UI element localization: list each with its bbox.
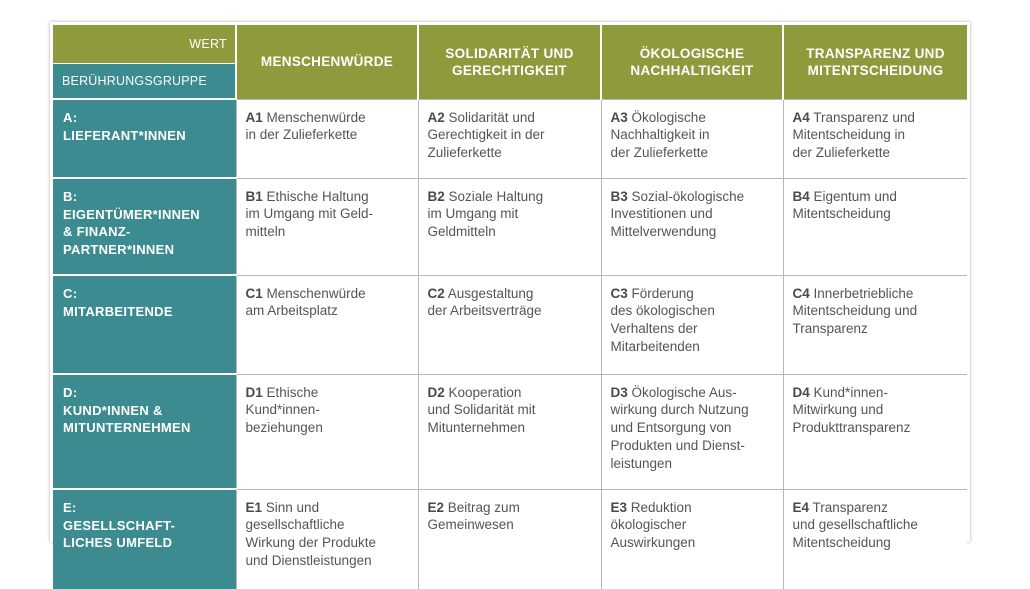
wert-label: WERT bbox=[53, 25, 235, 63]
cell-d3: D3 Ökologische Aus- wirkung durch Nutzung und Entsorgung von Produkten und Dienst- leistungen bbox=[601, 374, 783, 489]
column-header-oekologie: ÖKOLOGISCHE NACHHALTIGKEIT bbox=[601, 25, 783, 99]
row-header-b: B: EIGENTÜMER*INNEN & FINANZ- PARTNER*INNEN bbox=[53, 178, 236, 275]
column-header-solidaritaet: SOLIDARITÄT UND GERECHTIGKEIT bbox=[418, 25, 601, 99]
beruehrungsgruppe-label: BERÜHRUNGSGRUPPE bbox=[53, 63, 235, 98]
corner-header bbox=[53, 25, 236, 99]
cell-c4: C4 Innerbetriebliche Mitentscheidung und Transparenz bbox=[783, 275, 967, 374]
matrix-frame bbox=[50, 22, 970, 568]
cell-d2: D2 Kooperation und Solidarität mit Mitunternehmen bbox=[418, 374, 601, 489]
cell-d1: D1 Ethische Kund*innen- beziehungen bbox=[236, 374, 418, 489]
cell-a3: A3 Ökologische Nachhaltigkeit in der Zulieferkette bbox=[601, 99, 783, 178]
cell-b1: B1 Ethische Haltung im Umgang mit Geld- mitteln bbox=[236, 178, 418, 275]
cell-b2: B2 Soziale Haltung im Umgang mit Geldmitteln bbox=[418, 178, 601, 275]
table-row bbox=[53, 275, 967, 374]
cell-e2: E2 Beitrag zum Gemeinwesen bbox=[418, 489, 601, 589]
cell-b3: B3 Sozial-ökologische Investitionen und Mittelverwendung bbox=[601, 178, 783, 275]
row-header-c: C: MITARBEITENDE bbox=[53, 275, 236, 374]
cell-e3: E3 Reduktion ökologischer Auswirkungen bbox=[601, 489, 783, 589]
cell-a1: A1 Menschenwürde in der Zulieferkette bbox=[236, 99, 418, 178]
table-row bbox=[53, 178, 967, 275]
cell-b4: B4 Eigentum und Mitentscheidung bbox=[783, 178, 967, 275]
cell-c3: C3 Förderung des ökologischen Verhaltens der Mitarbeitenden bbox=[601, 275, 783, 374]
row-header-a: A: LIEFERANT*INNEN bbox=[53, 99, 236, 178]
cell-d4: D4 Kund*innen- Mitwirkung und Produkttransparenz bbox=[783, 374, 967, 489]
table-row bbox=[53, 99, 967, 178]
column-header-menschenwuerde: MENSCHENWÜRDE bbox=[236, 25, 418, 99]
cell-c2: C2 Ausgestaltung der Arbeitsverträge bbox=[418, 275, 601, 374]
column-header-transparenz: TRANSPARENZ UND MITENTSCHEIDUNG bbox=[783, 25, 967, 99]
cell-a4: A4 Transparenz und Mitentscheidung in der Zulieferkette bbox=[783, 99, 967, 178]
cell-a2: A2 Solidarität und Gerechtigkeit in der Zulieferkette bbox=[418, 99, 601, 178]
table-row bbox=[53, 489, 967, 589]
row-header-d: D: KUND*INNEN & MITUNTERNEHMEN bbox=[53, 374, 236, 489]
cell-c1: C1 Menschenwürde am Arbeitsplatz bbox=[236, 275, 418, 374]
cell-e4: E4 Transparenz und gesellschaftliche Mitentscheidung bbox=[783, 489, 967, 589]
cell-e1: E1 Sinn und gesellschaftliche Wirkung der Produkte und Dienstleistungen bbox=[236, 489, 418, 589]
gemeinwohl-matrix bbox=[53, 25, 967, 589]
table-row bbox=[53, 374, 967, 489]
row-header-e: E: GESELLSCHAFT- LICHES UMFELD bbox=[53, 489, 236, 589]
